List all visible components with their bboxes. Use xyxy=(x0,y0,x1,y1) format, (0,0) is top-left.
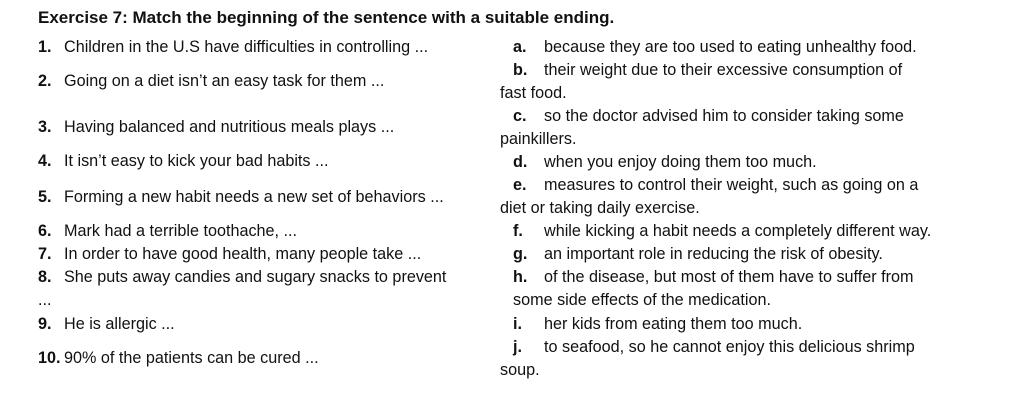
beginning-text: Having balanced and nutritious meals plays ... xyxy=(64,118,395,136)
ending-letter: b. xyxy=(513,61,528,79)
ending-text-continuation: soup. xyxy=(500,361,540,379)
ending-letter: i. xyxy=(513,315,522,333)
beginning-text: Children in the U.S have difficulties in controlling ... xyxy=(64,38,429,56)
ending-item-e xyxy=(500,174,919,220)
ending-text: because they are too used to eating unhealthy food. xyxy=(544,38,917,56)
beginning-number: 4. xyxy=(38,152,52,170)
beginning-text: She puts away candies and sugary snacks to prevent xyxy=(64,268,447,286)
beginning-number: 1. xyxy=(38,38,52,56)
beginning-text: It isn’t easy to kick your bad habits ... xyxy=(64,152,329,170)
ending-text: an important role in reducing the risk of obesity. xyxy=(544,245,883,263)
beginning-number: 6. xyxy=(38,222,52,240)
beginning-item-1 xyxy=(38,36,428,59)
beginning-number: 2. xyxy=(38,72,52,90)
exercise-title: Exercise 7: Match the beginning of the sentence with a suitable ending. xyxy=(38,8,615,27)
ending-text-continuation: painkillers. xyxy=(500,130,577,148)
beginning-number: 9. xyxy=(38,315,52,333)
beginning-item-8 xyxy=(38,266,446,312)
beginning-text: He is allergic ... xyxy=(64,315,175,333)
beginning-number: 10. xyxy=(38,349,61,367)
ending-item-d xyxy=(513,151,817,174)
ending-text: so the doctor advised him to consider taking some xyxy=(544,107,904,125)
ending-text: measures to control their weight, such as going on a xyxy=(544,176,919,194)
ending-text-continuation: some side effects of the medication. xyxy=(513,291,771,309)
ending-letter: h. xyxy=(513,268,528,286)
ending-item-f xyxy=(513,220,931,243)
beginning-text: In order to have good health, many people take ... xyxy=(64,245,422,263)
ending-item-h xyxy=(513,266,914,312)
ending-text-continuation: diet or taking daily exercise. xyxy=(500,199,700,217)
beginning-item-4 xyxy=(38,150,329,173)
beginning-item-7 xyxy=(38,243,421,266)
beginning-item-2 xyxy=(38,70,384,93)
ending-text: their weight due to their excessive consumption of xyxy=(544,61,903,79)
ending-item-c xyxy=(500,105,904,151)
beginning-text: Going on a diet isn’t an easy task for them ... xyxy=(64,72,385,90)
beginning-item-3 xyxy=(38,116,394,139)
ending-text: when you enjoy doing them too much. xyxy=(544,153,817,171)
ending-item-a xyxy=(513,36,917,59)
ending-item-b xyxy=(500,59,903,105)
ending-letter: a. xyxy=(513,38,527,56)
ending-letter: d. xyxy=(513,153,528,171)
beginning-number: 8. xyxy=(38,268,52,286)
ending-letter: j. xyxy=(513,338,522,356)
ending-letter: g. xyxy=(513,245,528,263)
beginning-item-5 xyxy=(38,186,444,209)
ending-item-g xyxy=(513,243,883,266)
beginning-number: 5. xyxy=(38,188,52,206)
beginning-item-6 xyxy=(38,220,297,243)
beginning-item-9 xyxy=(38,313,175,336)
beginning-number: 3. xyxy=(38,118,52,136)
ending-text: of the disease, but most of them have to suffer from xyxy=(544,268,914,286)
ending-letter: c. xyxy=(513,107,527,125)
ending-text: her kids from eating them too much. xyxy=(544,315,803,333)
beginning-text: 90% of the patients can be cured ... xyxy=(64,349,319,367)
ending-text-continuation: fast food. xyxy=(500,84,567,102)
ending-letter: f. xyxy=(513,222,523,240)
ending-item-i xyxy=(513,313,802,336)
beginning-item-10 xyxy=(38,347,319,370)
beginning-text: Forming a new habit needs a new set of behaviors ... xyxy=(64,188,444,206)
ending-text: to seafood, so he cannot enjoy this delicious shrimp xyxy=(544,338,915,356)
ending-item-j xyxy=(500,336,915,382)
beginning-text: Mark had a terrible toothache, ... xyxy=(64,222,298,240)
ending-letter: e. xyxy=(513,176,527,194)
ending-text: while kicking a habit needs a completely different way. xyxy=(544,222,932,240)
beginning-text-continuation: ... xyxy=(38,291,52,309)
beginning-number: 7. xyxy=(38,245,52,263)
